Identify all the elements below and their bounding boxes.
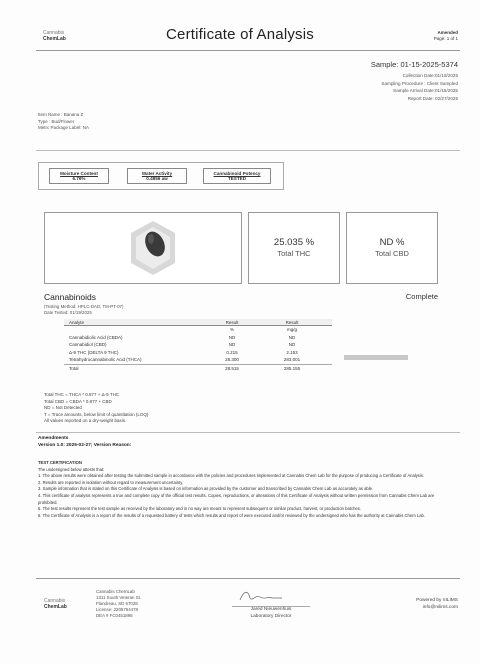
- amend-block: [434, 30, 458, 42]
- amendments-title: Amendments: [38, 436, 69, 441]
- amended-label: Amended: [437, 30, 458, 35]
- test-certification: [38, 460, 448, 519]
- powered-by-email[interactable]: info@nilims.com: [422, 604, 458, 610]
- cert-item: 1. The above results were obtained after testing the submitted sample in accordance with the policies and procedures implemented at Cannabis Chem Lab for the purpose of producing a Certificate of Analysis.: [38, 473, 425, 479]
- powered-by: [416, 598, 458, 611]
- table-row: [64, 356, 332, 364]
- logo-line2: ChemLab: [44, 604, 67, 610]
- page-title: Certificate of Analysis: [166, 26, 314, 43]
- amendments-text: Version 1.0: 2025-02-27; Version Reason:: [38, 442, 132, 448]
- analyte: Cannabidiol (CBD): [69, 342, 107, 348]
- cannabinoids-title: Cannabinoids: [44, 292, 96, 302]
- unit-pct: %: [229, 327, 234, 332]
- report-date: Report Date: 02/27/2025: [407, 95, 458, 101]
- summary-box: [38, 162, 284, 190]
- cbd-panel: [346, 212, 438, 284]
- result-mg: 285.155: [283, 365, 301, 371]
- note-dry-weight: All values reported on a dry-weight basis.: [44, 418, 127, 424]
- thc-value: 25.035 %: [273, 237, 315, 248]
- signer: [236, 607, 306, 620]
- cert-item: 4. This certificate of analysis represents a true and complete copy of the official test results. Copies, reproductions, or alterations of this Certificate of Analysis without written permission from Cannabis Chem Lab are prohibited.: [38, 492, 435, 505]
- note-total-cbd: Total CBD = CBDA * 0.877 + CBD: [44, 398, 112, 404]
- page-number: Page: 1 of 1: [433, 36, 458, 41]
- cbd-value: ND %: [379, 237, 405, 248]
- table-row: [64, 334, 332, 342]
- cert-item: 3. Sample information that is stated on this Certificate of Analysis is based on information as provided by the customer and transcribed by Cannabis Chem Lab as accurately as able.: [38, 486, 374, 492]
- analyte: Cannabidiolic Acid (CBDA): [69, 334, 123, 340]
- header-divider: [36, 50, 460, 51]
- kpi-value: 0.4856 aw: [146, 176, 168, 181]
- signature: [232, 588, 292, 604]
- result-mg: 283.001: [283, 357, 301, 363]
- certification-intro: The undersigned below attests that:: [38, 466, 105, 472]
- method-info: [44, 304, 123, 316]
- status-label: Complete: [405, 292, 438, 301]
- address-line: License: 2205764478: [96, 607, 138, 612]
- amendments: [38, 436, 131, 449]
- result-mg: ND: [288, 334, 296, 340]
- cbd-label: Total CBD: [375, 249, 409, 258]
- cert-item: 6. The Certificate of Analysis is a report of the results of a requested battery of tests which results and report of were executed and/or reviewed by the undersigned who has the authority at Cannabis Chem Lab.: [38, 512, 426, 518]
- testing-method: (Testing Method: HPLC-DAD, TM-PT-07): [44, 304, 124, 309]
- note-total-thc: Total THC = THCA * 0.877 + Δ-9 THC: [44, 392, 120, 397]
- kpi-value: TESTED: [227, 176, 247, 181]
- thc-panel: [248, 212, 340, 284]
- cannabinoid-table: [64, 319, 332, 372]
- note-trace: T = Trace amounts, below limit of quantitation (LOQ): [44, 411, 149, 417]
- logo-line2: ChemLab: [43, 36, 66, 42]
- cert-item: 2. Results are reported in isolation without regard to measurement uncertainty.: [38, 479, 184, 485]
- header-result-pct: Result: [225, 320, 239, 325]
- footer-logo: [44, 598, 67, 610]
- collection-date: Collection Date:01/15/2025: [402, 73, 458, 78]
- redacted-bar: [344, 355, 408, 360]
- address-line: Flandreau, SD 57028: [96, 601, 138, 606]
- moisture-kpi: [49, 168, 109, 184]
- notes-divider: [36, 432, 460, 433]
- result-pct: ND: [228, 334, 236, 340]
- address-line: 1311 South Veteran St.: [96, 595, 142, 600]
- powered-by-label: Powered by nILIMS: [416, 598, 458, 603]
- kpi-value: 6.76%: [72, 176, 86, 181]
- date-tested: Date Tested: 01/19/2025: [44, 310, 92, 315]
- footer-divider: [36, 578, 460, 579]
- analyte: Δ-9 THC (DELTA 9 THC): [69, 349, 119, 355]
- analyte: Total: [69, 365, 79, 371]
- result-pct: ND: [228, 342, 236, 348]
- result-pct: 28.515: [225, 365, 239, 371]
- result-mg: 2.153: [286, 349, 298, 355]
- lab-address: [96, 589, 141, 619]
- signer-title: Laboratory Director: [250, 613, 292, 619]
- sample-number: Sample: 01-15-2025-5374: [370, 60, 458, 69]
- item-type: Type : Bud/Flower: [38, 118, 75, 124]
- units-row: [64, 326, 332, 334]
- table-row: [64, 349, 332, 357]
- unit-mg: mg/g: [286, 327, 297, 332]
- potency-kpi: [203, 168, 271, 184]
- cert-item: 5. The test results represent the test sample as received by the laboratory and in no way are meant to represent subsequent or similar product, harvest, or production batches.: [38, 506, 361, 512]
- result-pct: 0.215: [226, 349, 238, 355]
- certification-title: TEST CERTIFICATION: [38, 460, 82, 465]
- table-row: [64, 341, 332, 349]
- result-mg: ND: [288, 342, 296, 348]
- sampling-procedure: Sampling Procedure : Client Sampled: [381, 80, 458, 86]
- header-analyte: Analyte: [69, 320, 85, 325]
- address-line: DEA # FC0451895: [96, 613, 133, 618]
- kpi-label: Water Activity: [141, 171, 173, 176]
- sample-photo: [44, 212, 242, 284]
- result-pct: 28.300: [225, 357, 239, 363]
- metrc-label: Metrc Package Label: NA: [38, 125, 90, 130]
- note-nd: ND = Not Detected: [44, 405, 82, 411]
- notes: [44, 392, 148, 425]
- analyte: Tetrahydrocannabinolic Acid (THCA): [69, 357, 142, 363]
- kpi-label: Cannabinoid Potency: [213, 171, 261, 176]
- signer-name: Jared Nieuwenhuis: [250, 607, 292, 612]
- arrival-date: Sample Arrival Date:01/15/2025: [393, 88, 458, 94]
- item-info: [38, 112, 89, 132]
- total-row: [64, 364, 332, 372]
- section-divider: [36, 150, 460, 151]
- logo-line1: Cannabis: [43, 30, 65, 36]
- table-header: [64, 319, 332, 326]
- header-result-mg: Result: [285, 320, 299, 325]
- sample-image: [45, 213, 243, 285]
- thc-label: Total THC: [277, 249, 311, 258]
- sample-info: [371, 60, 458, 102]
- address-line: Cannabis ChemLab: [96, 589, 135, 594]
- logo-line1: Cannabis: [44, 598, 66, 604]
- item-name: Item Name : Banana Z: [38, 112, 84, 117]
- water-activity-kpi: [127, 168, 187, 184]
- kpi-label: Moisture Content: [60, 171, 98, 176]
